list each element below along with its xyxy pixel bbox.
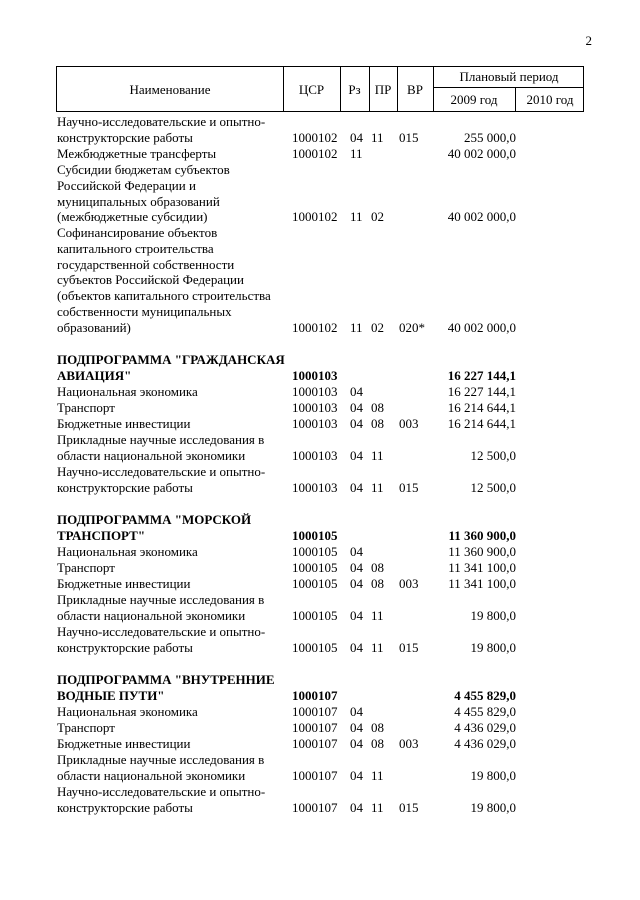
subprogram-row: [0, 352, 640, 384]
section-gap: [0, 656, 640, 672]
row-name: Бюджетные инвестиции: [57, 416, 191, 431]
row-vr: 020*: [399, 320, 425, 336]
subprogram-row: [0, 672, 640, 704]
table-row: [0, 146, 640, 162]
page-number: 2: [585, 33, 592, 48]
row-rz: 11: [350, 209, 363, 225]
row-amount-2009: 4 436 029,0: [454, 736, 516, 752]
row-csr: 1000107: [292, 720, 338, 736]
row-name: Прикладные научные исследования в области национальной экономики: [57, 432, 265, 463]
header-csr: ЦСР: [298, 82, 325, 97]
table-row: [0, 736, 640, 752]
row-vr: 003: [399, 416, 419, 432]
row-csr: 1000103: [292, 448, 338, 464]
row-csr: 1000103: [292, 384, 338, 400]
row-rz: 04: [350, 480, 363, 496]
row-amount-2009: 11 360 900,0: [448, 528, 516, 544]
row-rz: 04: [350, 130, 363, 146]
row-rz: 04: [350, 448, 363, 464]
row-rz: 04: [350, 640, 363, 656]
table-row: [0, 576, 640, 592]
row-pr: 11: [371, 130, 384, 146]
row-vr: 003: [399, 736, 419, 752]
row-rz: 04: [350, 576, 363, 592]
row-name: Научно-исследовательские и опытно-конструкторские работы: [57, 624, 266, 655]
row-name: Бюджетные инвестиции: [57, 576, 191, 591]
table-row: [0, 432, 640, 464]
row-pr: 11: [371, 480, 384, 496]
row-csr: 1000103: [292, 480, 338, 496]
table-row: [0, 704, 640, 720]
row-csr: 1000107: [292, 736, 338, 752]
row-pr: 08: [371, 560, 384, 576]
row-name: ПОДПРОГРАММА "МОРСКОЙ ТРАНСПОРТ": [57, 512, 252, 543]
table-row: [0, 416, 640, 432]
row-amount-2009: 19 800,0: [470, 608, 516, 624]
row-rz: 04: [350, 608, 363, 624]
row-vr: 015: [399, 640, 419, 656]
row-pr: 02: [371, 320, 384, 336]
row-rz: 04: [350, 416, 363, 432]
header-vr: ВР: [407, 82, 423, 97]
row-csr: 1000107: [292, 688, 338, 704]
row-pr: 11: [371, 448, 384, 464]
table-header: [56, 66, 584, 112]
row-csr: 1000103: [292, 400, 338, 416]
row-pr: 08: [371, 736, 384, 752]
row-name: ПОДПРОГРАММА "ГРАЖДАНСКАЯ АВИАЦИЯ": [57, 352, 285, 383]
row-csr: 1000105: [292, 576, 338, 592]
table-row: [0, 384, 640, 400]
row-name: Субсидии бюджетам субъектов Российской Федерации и муниципальных образований (межбюджетные субсидии): [57, 162, 230, 225]
row-rz: 04: [350, 736, 363, 752]
row-amount-2009: 16 214 644,1: [447, 400, 516, 416]
row-pr: 11: [371, 608, 384, 624]
header-name: Наименование: [129, 82, 211, 97]
row-csr: 1000102: [292, 146, 338, 162]
row-csr: 1000102: [292, 320, 338, 336]
row-name: Национальная экономика: [57, 384, 198, 399]
table-row: [0, 114, 640, 146]
row-amount-2009: 11 341 100,0: [448, 560, 516, 576]
table-row: [0, 624, 640, 656]
table-body: [0, 114, 640, 816]
row-name: Транспорт: [57, 560, 115, 575]
row-csr: 1000105: [292, 640, 338, 656]
table-row: [0, 560, 640, 576]
row-name: Научно-исследовательские и опытно-конструкторские работы: [57, 464, 266, 495]
table-row: [0, 400, 640, 416]
row-rz: 04: [350, 768, 363, 784]
row-amount-2009: 4 436 029,0: [454, 720, 516, 736]
section-gap: [0, 336, 640, 352]
row-amount-2009: 16 227 144,1: [447, 368, 516, 384]
header-plan-period: Плановый период: [459, 69, 559, 84]
row-csr: 1000102: [292, 130, 338, 146]
row-pr: 08: [371, 720, 384, 736]
row-rz: 04: [350, 384, 363, 400]
row-amount-2009: 19 800,0: [470, 768, 516, 784]
row-rz: 11: [350, 320, 363, 336]
row-name: Прикладные научные исследования в области национальной экономики: [57, 752, 265, 783]
row-name: Научно-исследовательские и опытно-конструкторские работы: [57, 784, 266, 815]
table-row: [0, 162, 640, 225]
header-rz: Рз: [348, 82, 361, 97]
row-rz: 04: [350, 720, 363, 736]
row-csr: 1000102: [292, 209, 338, 225]
row-rz: 04: [350, 560, 363, 576]
row-amount-2009: 4 455 829,0: [454, 704, 516, 720]
subprogram-row: [0, 512, 640, 544]
row-amount-2009: 11 341 100,0: [448, 576, 516, 592]
row-csr: 1000103: [292, 368, 338, 384]
row-amount-2009: 11 360 900,0: [448, 544, 516, 560]
row-amount-2009: 4 455 829,0: [454, 688, 516, 704]
table-row: [0, 464, 640, 496]
row-csr: 1000107: [292, 704, 338, 720]
table-row: [0, 752, 640, 784]
header-year-2010: 2010 год: [526, 92, 574, 107]
row-csr: 1000105: [292, 560, 338, 576]
row-amount-2009: 255 000,0: [464, 130, 516, 146]
row-rz: 04: [350, 704, 363, 720]
section-gap: [0, 496, 640, 512]
row-pr: 11: [371, 640, 384, 656]
row-vr: 015: [399, 480, 419, 496]
header-divider: [433, 87, 583, 88]
row-rz: 11: [350, 146, 363, 162]
row-vr: 015: [399, 130, 419, 146]
row-csr: 1000105: [292, 528, 338, 544]
row-pr: 08: [371, 576, 384, 592]
row-pr: 02: [371, 209, 384, 225]
row-csr: 1000107: [292, 768, 338, 784]
row-amount-2009: 40 002 000,0: [447, 320, 516, 336]
row-amount-2009: 16 214 644,1: [447, 416, 516, 432]
row-name: Межбюджетные трансферты: [57, 146, 217, 161]
row-amount-2009: 40 002 000,0: [447, 209, 516, 225]
row-pr: 11: [371, 800, 384, 816]
row-vr: 015: [399, 800, 419, 816]
row-amount-2009: 19 800,0: [470, 640, 516, 656]
row-vr: 003: [399, 576, 419, 592]
row-rz: 04: [350, 544, 363, 560]
row-name: Транспорт: [57, 400, 115, 415]
row-csr: 1000105: [292, 544, 338, 560]
row-amount-2009: 16 227 144,1: [447, 384, 516, 400]
row-amount-2009: 19 800,0: [470, 800, 516, 816]
table-row: [0, 544, 640, 560]
row-rz: 04: [350, 800, 363, 816]
table-row: [0, 720, 640, 736]
row-amount-2009: 12 500,0: [470, 448, 516, 464]
row-amount-2009: 40 002 000,0: [447, 146, 516, 162]
row-pr: 08: [371, 416, 384, 432]
row-name: Транспорт: [57, 720, 115, 735]
row-name: Национальная экономика: [57, 704, 198, 719]
row-name: Прикладные научные исследования в области национальной экономики: [57, 592, 265, 623]
row-name: Научно-исследовательские и опытно-конструкторские работы: [57, 114, 266, 145]
row-csr: 1000103: [292, 416, 338, 432]
row-name: Бюджетные инвестиции: [57, 736, 191, 751]
row-name: Национальная экономика: [57, 544, 198, 559]
row-pr: 08: [371, 400, 384, 416]
row-name: ПОДПРОГРАММА "ВНУТРЕННИЕ ВОДНЫЕ ПУТИ": [57, 672, 275, 703]
header-year-2009: 2009 год: [450, 92, 498, 107]
row-pr: 11: [371, 768, 384, 784]
table-row: [0, 592, 640, 624]
table-row: [0, 784, 640, 816]
row-amount-2009: 12 500,0: [470, 480, 516, 496]
table-row: [0, 225, 640, 336]
header-pr: ПР: [374, 82, 392, 97]
row-csr: 1000107: [292, 800, 338, 816]
row-name: Софинансирование объектов капитального строительства государственной собственности субъектов Российской Федерации (объектов капитального строительства собственности муниципальных образований): [57, 225, 271, 335]
row-rz: 04: [350, 400, 363, 416]
row-csr: 1000105: [292, 608, 338, 624]
